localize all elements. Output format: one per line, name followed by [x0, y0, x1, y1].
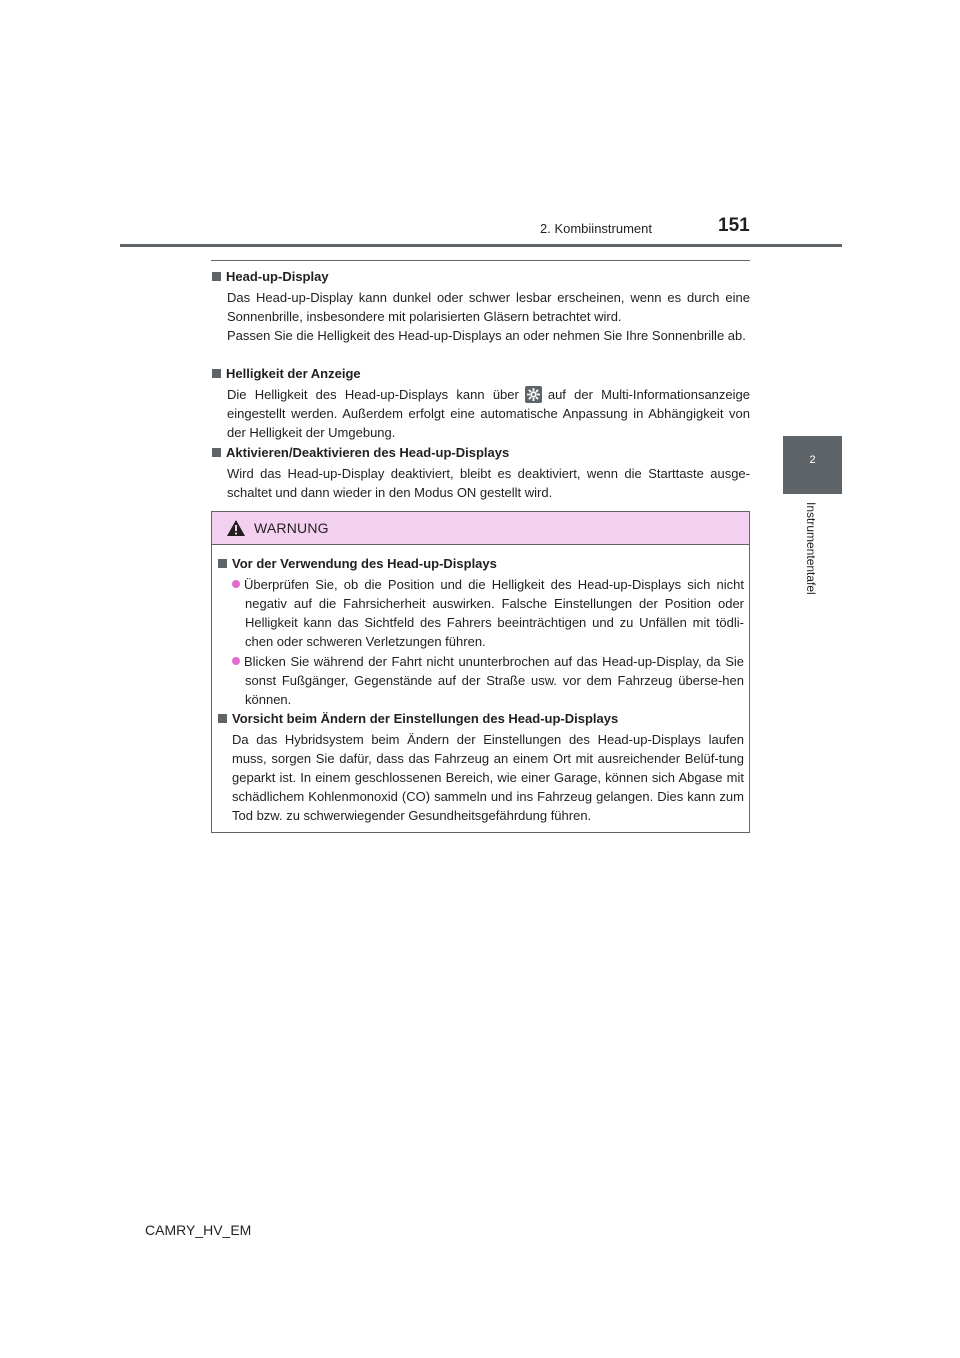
round-bullet-icon	[232, 580, 240, 588]
warning-header	[212, 512, 749, 545]
section-title: Aktivieren/Deaktivieren des Head-up-Displays	[226, 445, 510, 460]
square-bullet-icon	[218, 559, 227, 568]
section-heading	[211, 268, 750, 285]
warning-triangle-icon	[226, 519, 246, 537]
section-text	[227, 385, 750, 442]
warning-box	[211, 511, 750, 833]
warning-subsection	[217, 710, 744, 825]
page-number: 151	[718, 215, 750, 236]
section-brightness	[211, 365, 750, 442]
warning-subsection	[217, 555, 744, 572]
header-divider	[120, 244, 842, 247]
section-text: Passen Sie die Helligkeit des Head-up-Displays an oder nehmen Sie Ihre Sonnenbrille ab.	[227, 328, 746, 343]
chapter-tab	[783, 436, 842, 494]
bullet-paragraph	[217, 575, 744, 651]
section-activate-deactivate	[211, 444, 750, 502]
square-bullet-icon	[212, 272, 221, 281]
header-section-title: 2. Kombiinstrument	[540, 221, 652, 236]
footer-model-code: CAMRY_HV_EM	[145, 1222, 252, 1238]
warning-title: WARNUNG	[254, 520, 329, 536]
warning-subsection-text: Da das Hybridsystem beim Ändern der Einstellungen des Head-up-Displays laufen muss, sorgen Sie dafür, dass das Fahrzeug an einem Ort mit ausreichender Belüf-tung geparkt ist. In einem geschlossenen Bereich, wie einer Garage, können sich Abgase mit schädlichem Kohlenmonoxid (CO) sammeln und ins Fahrzeug gelangen. Dies kann zum Tod bzw. zu schwerwiegender Gesundheitsgefährdung führen.	[232, 732, 744, 823]
section-head-up-display	[211, 268, 750, 345]
section-text: Das Head-up-Display kann dunkel oder schwer lesbar erscheinen, wenn es durch eine Sonnenbrille, insbesondere mit polarisierten Gläsern betrachtet wird.	[227, 290, 750, 324]
round-bullet-icon	[232, 657, 240, 665]
warning-subsection-title: Vor der Verwendung des Head-up-Displays	[232, 556, 497, 571]
section-title: Helligkeit der Anzeige	[226, 366, 361, 381]
section-text: Wird das Head-up-Display deaktiviert, bleibt es deaktiviert, wenn die Starttaste ausge-schaltet und dann wieder in den Modus ON gestellt wird.	[227, 466, 750, 500]
warning-subsection-heading	[217, 555, 744, 572]
section-title: Head-up-Display	[226, 269, 329, 284]
text-before-icon: Die Helligkeit des Head-up-Displays kann über	[227, 387, 519, 402]
text-after-icon: auf der Multi-Informationsanzeige eingestellt werden. Außerdem erfolgt eine automatische Anpassung in Abhängigkeit von der Helligkeit der Umgebung.	[227, 387, 750, 440]
section-heading	[211, 444, 750, 461]
chapter-title: Instrumententafel	[804, 502, 818, 595]
bullet-text: Überprüfen Sie, ob die Position und die Helligkeit des Head-up-Displays sich nicht negativ auf die Fahrsicherheit auswirken. Falsche Einstellungen der Position oder Helligkeit kann das Sichtfeld des Fahrers beeinträchtigen und zu Unfällen mit tödli-chen oder schweren Verletzungen führen.	[244, 577, 744, 649]
bullet-paragraph	[217, 652, 744, 709]
warning-subsection-title: Vorsicht beim Ändern der Einstellungen des Head-up-Displays	[232, 711, 619, 726]
chapter-number: 2	[809, 454, 816, 466]
warning-bullet-item	[217, 575, 744, 651]
content-divider	[211, 260, 750, 261]
square-bullet-icon	[218, 714, 227, 723]
warning-subsection-heading	[217, 710, 744, 727]
square-bullet-icon	[212, 448, 221, 457]
settings-gear-icon	[525, 386, 542, 403]
square-bullet-icon	[212, 369, 221, 378]
warning-bullet-item	[217, 652, 744, 709]
bullet-text: Blicken Sie während der Fahrt nicht ununterbrochen auf das Head-up-Display, da Sie sonst Fußgänger, Gegenstände auf der Straße usw. vor dem Fahrzeug überse-hen können.	[244, 654, 744, 707]
section-heading	[211, 365, 750, 382]
